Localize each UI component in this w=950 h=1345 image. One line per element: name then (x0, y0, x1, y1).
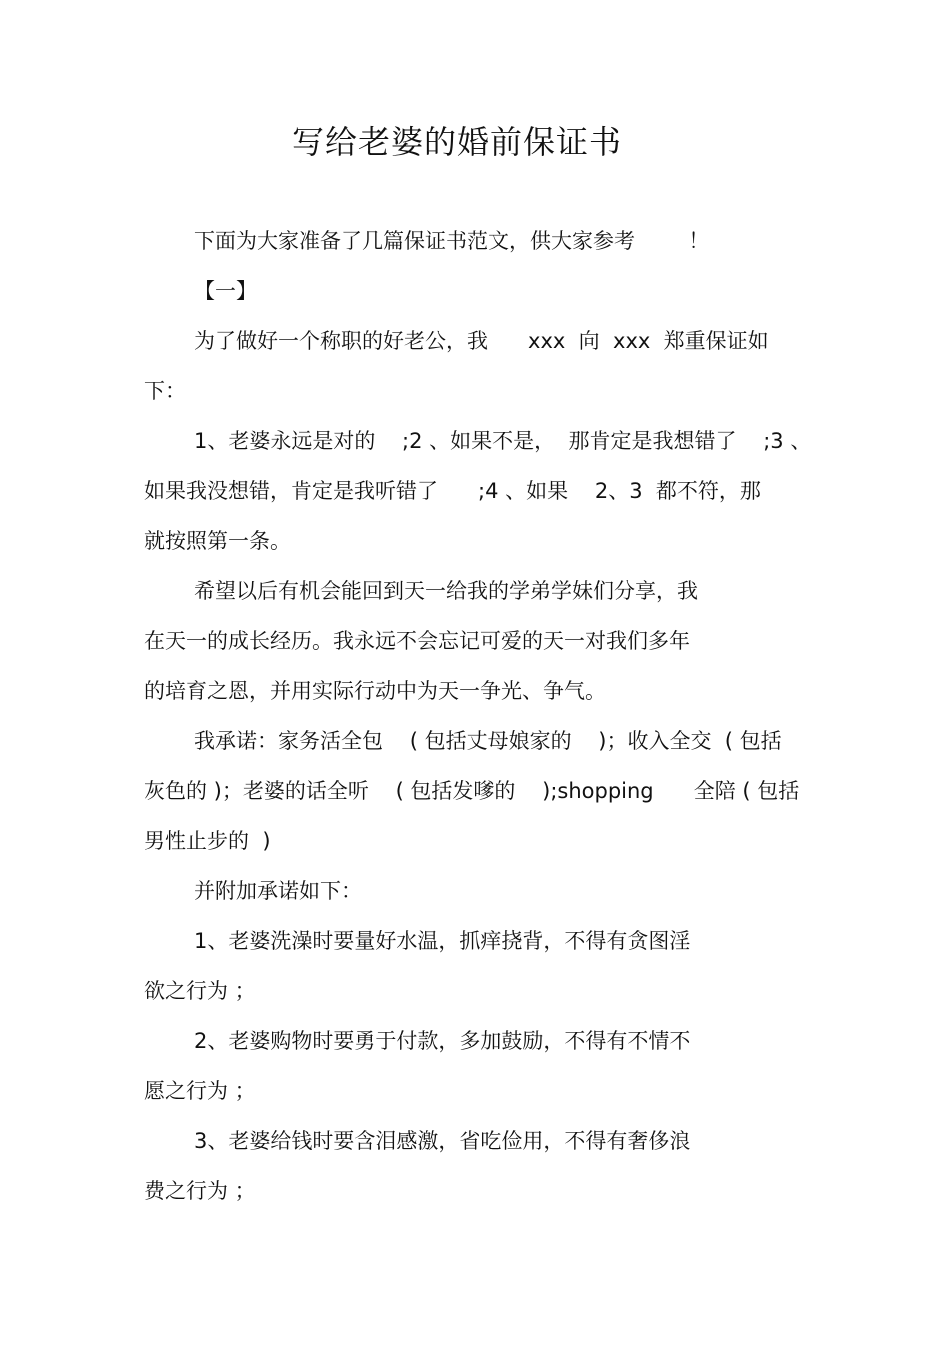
paragraph-line: 我承诺：家务活全包 ( 包括丈母娘家的 )；收入全交 ( 包括 (194, 729, 782, 753)
paragraph-line: 并附加承诺如下： (194, 879, 362, 903)
list-item-line: 1、老婆洗澡时要量好水温，抓痒挠背，不得有贪图淫 (194, 929, 691, 953)
paragraph-line: 1、老婆永远是对的 ;2 、如果不是， 那肯定是我想错了 ;3 、 (194, 429, 812, 453)
list-item-line: 费之行为 ； (144, 1179, 256, 1203)
paragraph-line: 的培育之恩，并用实际行动中为天一争光、争气。 (144, 679, 606, 703)
list-item-line: 3、老婆给钱时要含泪感激，省吃俭用，不得有奢侈浪 (194, 1129, 691, 1153)
intro-line: 下面为大家准备了几篇保证书范文，供大家参考 ！ (194, 229, 710, 253)
paragraph-line: 希望以后有机会能回到天一给我的学弟学妹们分享，我 (194, 579, 698, 603)
paragraph-line: 男性止步的 ) (144, 829, 271, 853)
paragraph-line: 为了做好一个称职的好老公，我 xxx 向 xxx 郑重保证如 (194, 329, 769, 353)
paragraph-line: 灰色的 )；老婆的话全听 ( 包括发嗲的 );shopping 全陪 ( 包括 (144, 779, 800, 803)
document-title: 写给老婆的婚前保证书 (291, 123, 622, 161)
paragraph-line: 下： (144, 379, 186, 403)
paragraph-line: 如果我没想错，肯定是我听错了 ;4 、如果 2、3 都不符，那 (144, 479, 761, 503)
paragraph-line: 在天一的成长经历。我永远不会忘记可爱的天一对我们多年 (144, 629, 690, 653)
list-item-line: 欲之行为 ； (144, 979, 256, 1003)
paragraph-line: 就按照第一条。 (144, 529, 291, 553)
section-heading: 【一】 (194, 279, 257, 303)
list-item-line: 愿之行为 ； (144, 1079, 256, 1103)
list-item-line: 2、老婆购物时要勇于付款，多加鼓励，不得有不情不 (194, 1029, 691, 1053)
